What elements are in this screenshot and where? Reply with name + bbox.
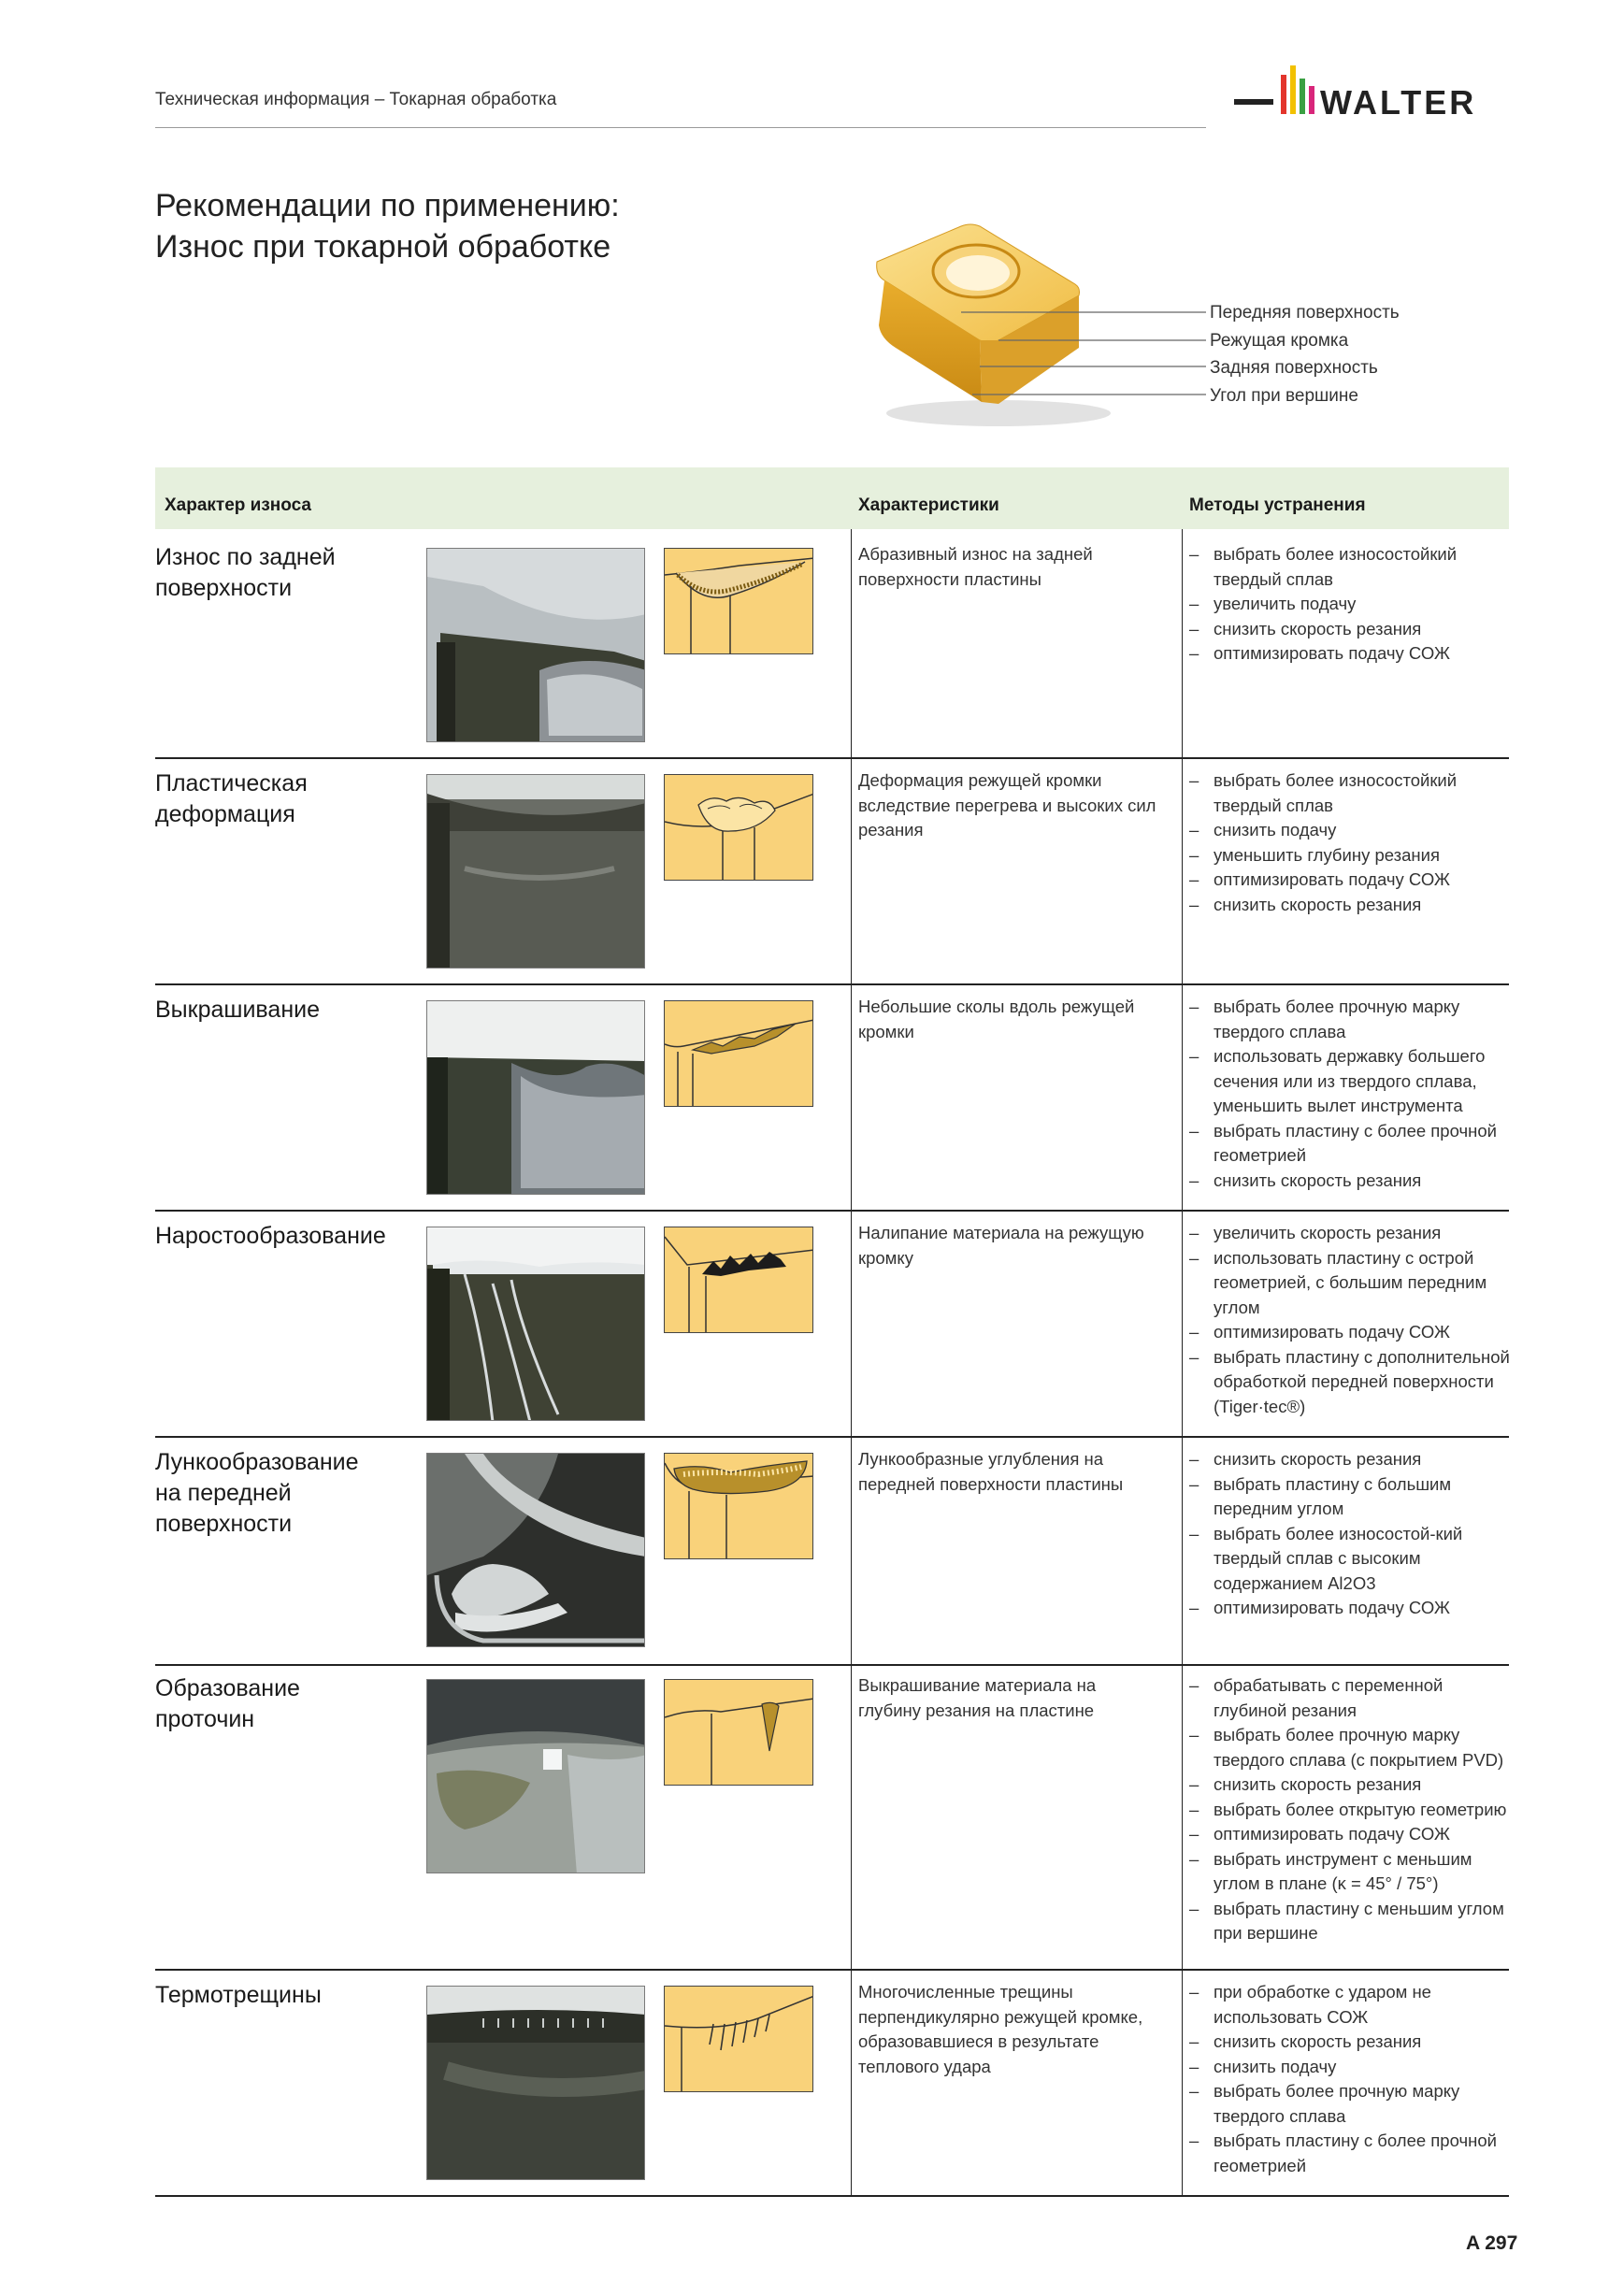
remedy-item: – снизить скорость резания: [1189, 893, 1512, 918]
remedies-list: [1189, 1447, 1512, 1621]
wear-sketch: [664, 774, 813, 881]
wear-characteristic: Выкрашивание материала на глубину резания на пластине: [858, 1675, 1097, 1720]
column-header-wear-type: Характер износа: [165, 495, 312, 515]
wear-photo: [426, 1986, 645, 2180]
remedy-item: – при обработке с ударом не использовать СОЖ: [1189, 1980, 1512, 2030]
row-divider: [155, 1664, 1509, 1666]
remedy-item: – оптимизировать подачу СОЖ: [1189, 1596, 1512, 1621]
wear-sketch: [664, 1679, 813, 1786]
remedy-item: – снизить скорость резания: [1189, 617, 1512, 642]
title-line-1: Рекомендации по применению:: [155, 188, 620, 223]
wear-photo: [426, 774, 645, 969]
remedy-item: – выбрать инструмент с меньшим углом в плане (κ = 45° / 75°): [1189, 1847, 1512, 1897]
row-divider: [155, 757, 1509, 759]
remedies-list: [1189, 1673, 1512, 1946]
remedy-item: – выбрать более открытую геометрию: [1189, 1798, 1512, 1823]
remedy-item: – снизить скорость резания: [1189, 1447, 1512, 1472]
wear-type-name: Образование проточин: [155, 1675, 300, 1732]
remedy-item: – выбрать более прочную марку твердого сплава (с покрытием PVD): [1189, 1723, 1512, 1772]
remedy-item: – выбрать пластину с более прочной геометрией: [1189, 2129, 1512, 2178]
insert-label-corner: Угол при вершине: [1210, 386, 1358, 406]
wear-photo: [426, 1679, 645, 1873]
table-bottom-rule: [155, 2195, 1509, 2197]
remedy-item: – выбрать более износостойкий твердый сплав: [1189, 768, 1512, 818]
column-divider: [1182, 529, 1183, 2197]
remedies-list: [1189, 995, 1512, 1193]
column-divider: [851, 529, 852, 2197]
remedy-item: – снизить скорость резания: [1189, 1169, 1512, 1194]
remedy-item: – снизить подачу: [1189, 818, 1512, 843]
wear-type-name: Выкрашивание: [155, 997, 320, 1023]
wear-characteristic: Небольшие сколы вдоль режущей кромки: [858, 997, 1135, 1041]
row-divider: [155, 983, 1509, 985]
column-header-characteristics: Характеристики: [858, 495, 999, 515]
wear-sketch: [664, 1227, 813, 1333]
walter-logo: [1234, 62, 1515, 123]
remedy-item: – выбрать более износостойкий твердый сплав: [1189, 542, 1512, 592]
remedy-item: – оптимизировать подачу СОЖ: [1189, 641, 1512, 667]
remedy-item: – оптимизировать подачу СОЖ: [1189, 1822, 1512, 1847]
remedy-item: – выбрать пластину с дополнительной обработкой передней поверхности (Tiger·tec®): [1189, 1345, 1512, 1420]
wear-characteristic: Лункообразные углубления на передней поверхности пластины: [858, 1449, 1124, 1494]
remedy-item: – снизить скорость резания: [1189, 1772, 1512, 1798]
remedy-item: – использовать пластину с острой геометрией, с большим передним углом: [1189, 1246, 1512, 1321]
wear-characteristic: Налипание материала на режущую кромку: [858, 1223, 1144, 1268]
remedy-item: – использовать державку большего сечения или из твердого сплава, уменьшить вылет инструмента: [1189, 1044, 1512, 1119]
wear-type-name: Термотрещины: [155, 1982, 322, 2008]
remedy-item: – уменьшить глубину резания: [1189, 843, 1512, 868]
remedy-item: – обрабатывать с переменной глубиной резания: [1189, 1673, 1512, 1723]
remedies-list: [1189, 1980, 1512, 2178]
row-divider: [155, 1436, 1509, 1438]
wear-type-name: Наростообразование: [155, 1223, 386, 1249]
wear-type-name: Пластическая деформация: [155, 770, 308, 827]
title-line-2: Износ при токарной обработке: [155, 229, 611, 265]
header-divider: [155, 127, 1206, 128]
wear-sketch: [664, 1986, 813, 2092]
remedy-item: – выбрать пластину с большим передним углом: [1189, 1472, 1512, 1522]
wear-sketch: [664, 1453, 813, 1559]
wear-characteristic: Многочисленные трещины перпендикулярно режущей кромке, образовавшиеся в результате теплового удара: [858, 1982, 1143, 2076]
wear-photo: [426, 1227, 645, 1421]
page-number: A 297: [1466, 2232, 1518, 2254]
column-header-remedies: Методы устранения: [1189, 495, 1366, 515]
remedy-item: – выбрать более прочную марку твердого сплава: [1189, 2079, 1512, 2129]
remedies-list: [1189, 768, 1512, 917]
wear-photo: [426, 1453, 645, 1647]
wear-photo: [426, 548, 645, 742]
remedy-item: – выбрать более износостой-кий твердый сплав с высоким содержанием Al2O3: [1189, 1522, 1512, 1597]
page-title: [155, 185, 620, 267]
remedy-item: – увеличить скорость резания: [1189, 1221, 1512, 1246]
remedy-item: – оптимизировать подачу СОЖ: [1189, 1320, 1512, 1345]
wear-type-name: Износ по задней поверхности: [155, 544, 336, 601]
wear-sketch: [664, 1000, 813, 1107]
row-divider: [155, 1210, 1509, 1212]
wear-type-name: Лункообразование на передней поверхности: [155, 1449, 359, 1537]
logo-text: WALTER: [1320, 83, 1477, 122]
wear-photo: [426, 1000, 645, 1195]
remedy-item: – выбрать пластину с меньшим углом при вершине: [1189, 1897, 1512, 1946]
remedies-list: [1189, 1221, 1512, 1419]
wear-characteristic: Деформация режущей кромки вследствие перегрева и высоких сил резания: [858, 770, 1156, 839]
remedy-item: – выбрать более прочную марку твердого сплава: [1189, 995, 1512, 1044]
wear-sketch: [664, 548, 813, 654]
insert-label-flank-face: Задняя поверхность: [1210, 358, 1378, 378]
header-section-title: Техническая информация – Токарная обработка: [155, 90, 557, 109]
row-divider: [155, 1969, 1509, 1971]
remedy-item: – снизить скорость резания: [1189, 2030, 1512, 2055]
wear-characteristic: Абразивный износ на задней поверхности пластины: [858, 544, 1093, 589]
remedy-item: – увеличить подачу: [1189, 592, 1512, 617]
remedy-item: – оптимизировать подачу СОЖ: [1189, 868, 1512, 893]
remedy-item: – снизить подачу: [1189, 2055, 1512, 2080]
remedy-item: – выбрать пластину с более прочной геометрией: [1189, 1119, 1512, 1169]
remedies-list: [1189, 542, 1512, 667]
insert-label-cutting-edge: Режущая кромка: [1210, 331, 1349, 351]
insert-label-rake-face: Передняя поверхность: [1210, 303, 1400, 323]
